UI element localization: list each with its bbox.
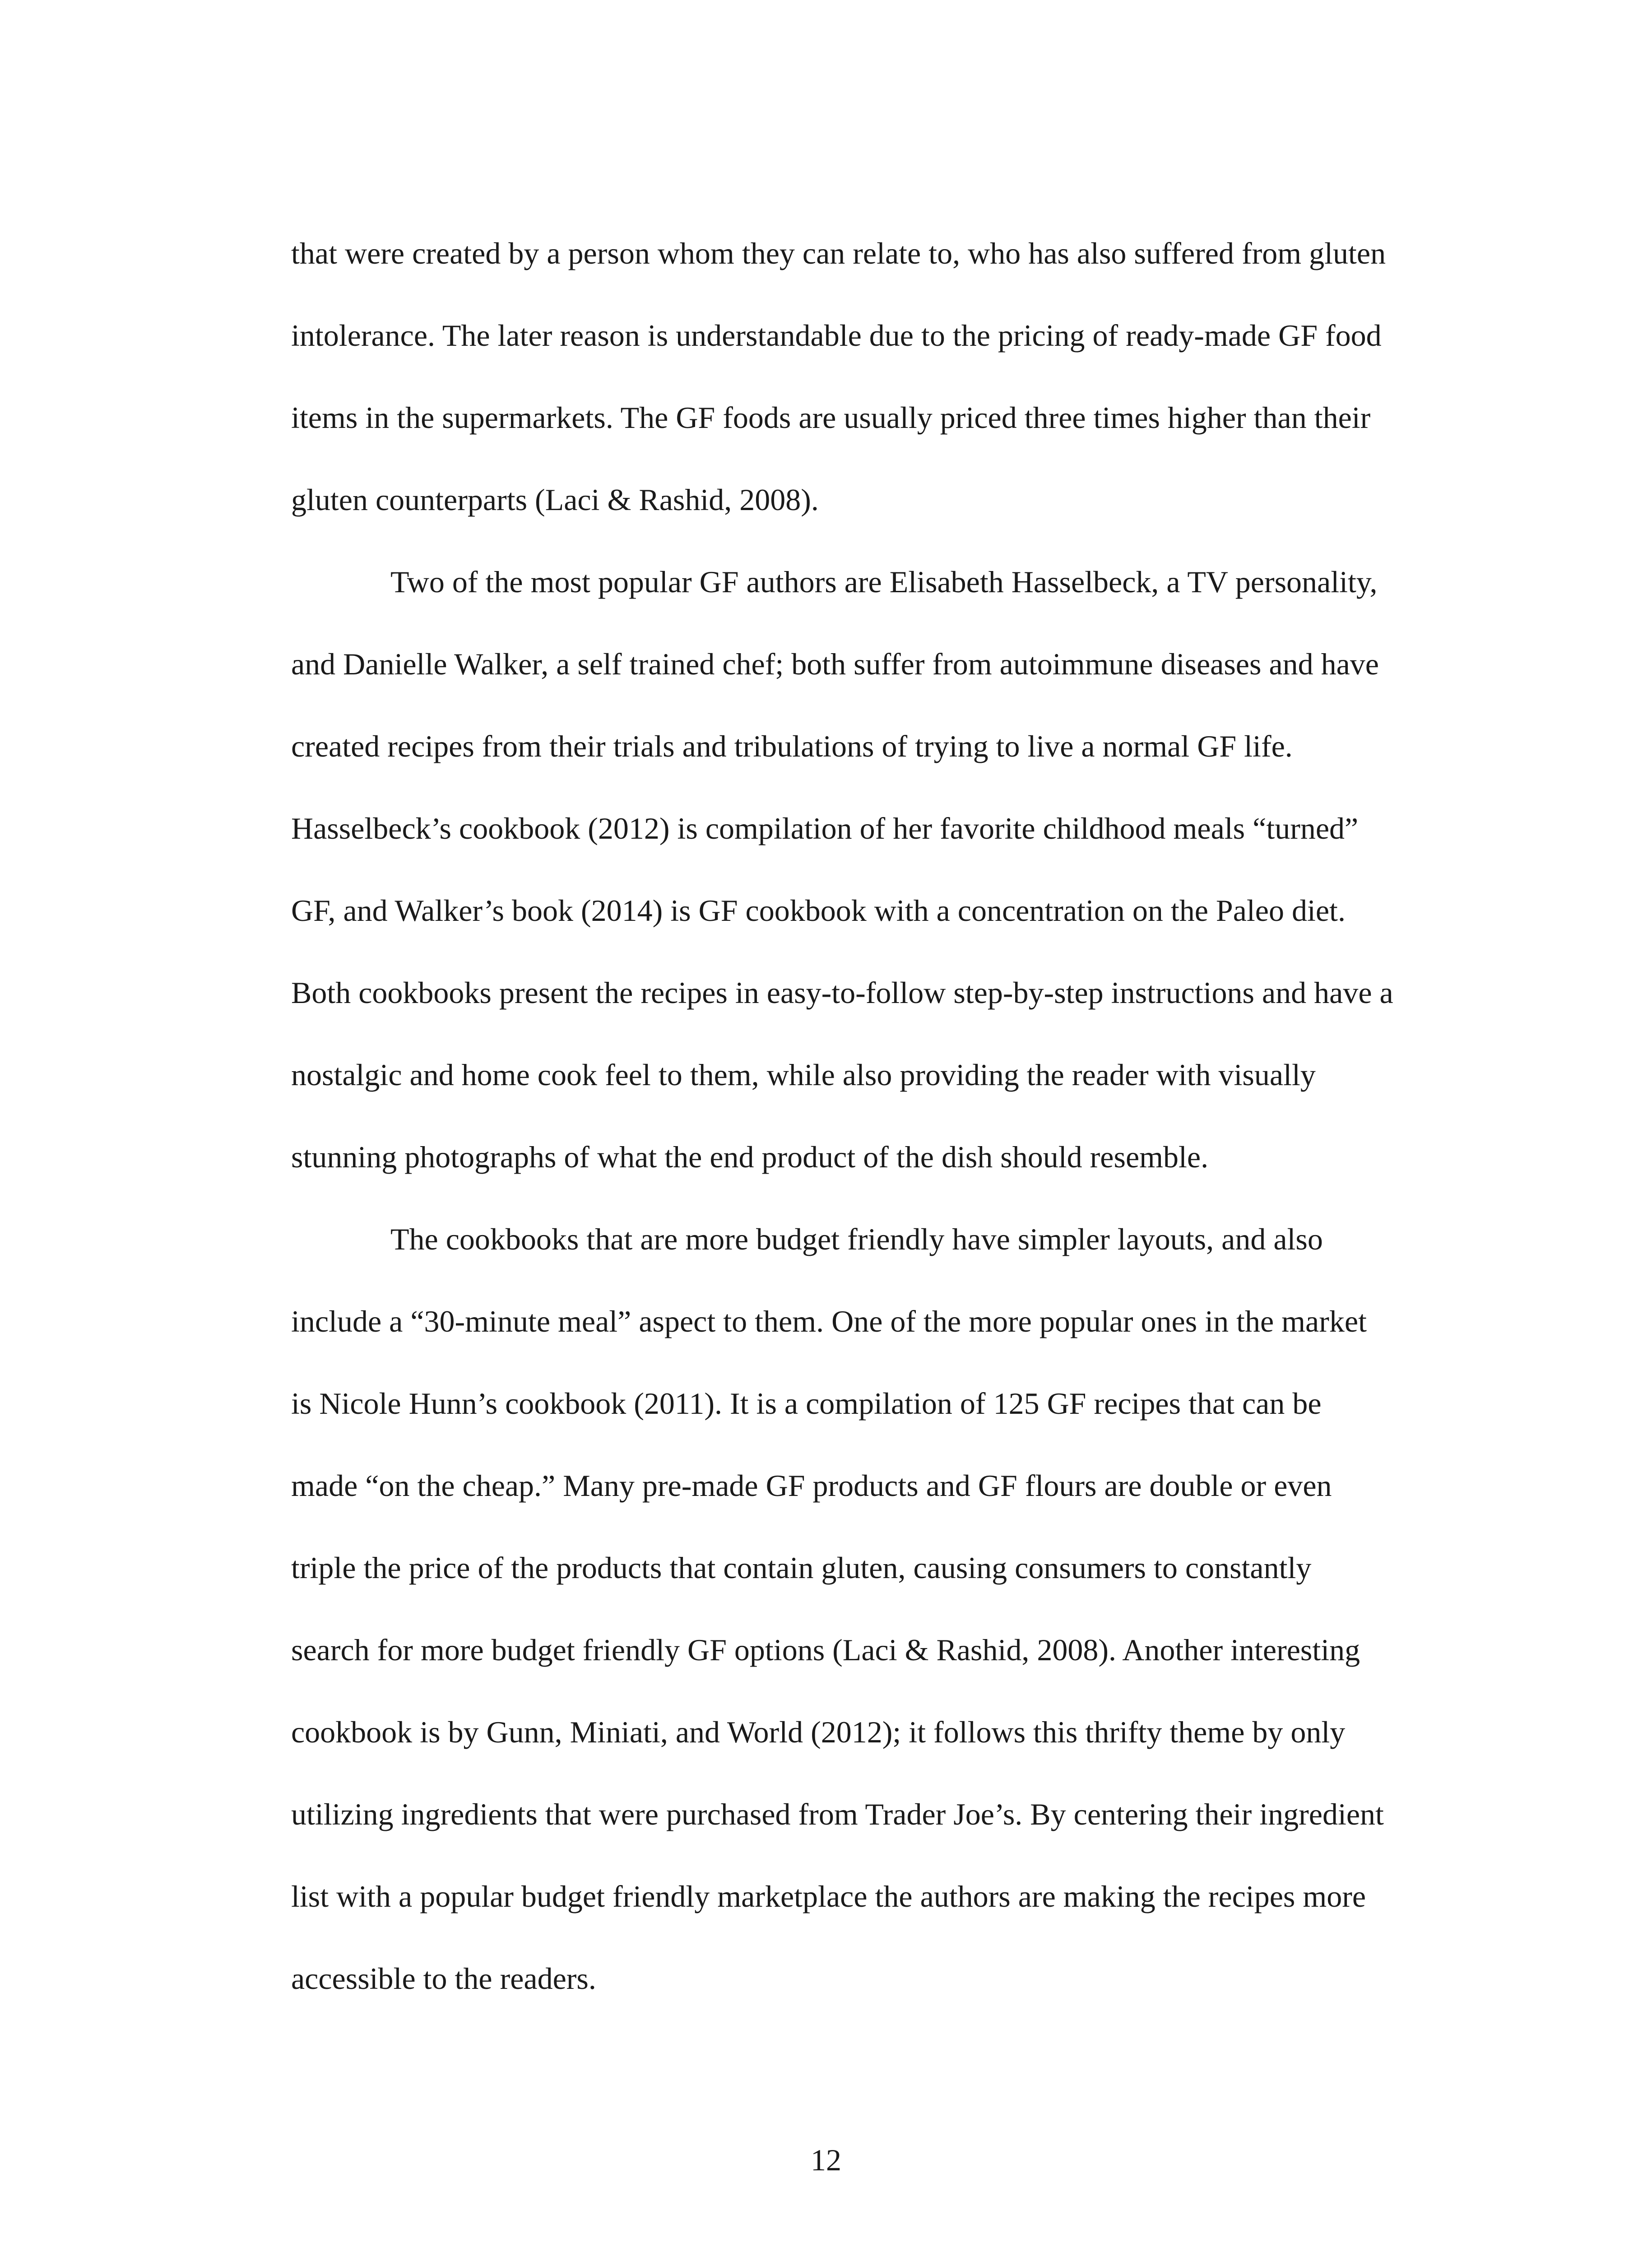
text-line: Both cookbooks present the recipes in easy-to-follow step-by-step instructions and have a [291,975,1393,1010]
text-line: intolerance. The later reason is understandable due to the pricing of ready-made GF food [291,318,1382,353]
text-line: nostalgic and home cook feel to them, while also providing the reader with visually [291,1058,1316,1092]
text-line: triple the price of the products that contain gluten, causing consumers to constantly [291,1551,1312,1585]
text-line: GF, and Walker’s book (2014) is GF cookbook with a concentration on the Paleo diet. [291,893,1346,928]
text-line: is Nicole Hunn’s cookbook (2011). It is a compilation of 125 GF recipes that can be [291,1386,1322,1421]
paragraph-2 [291,541,1474,1198]
text-line: that were created by a person whom they can relate to, who has also suffered from gluten [291,236,1386,270]
text-line: Hasselbeck’s cookbook (2012) is compilation of her favorite childhood meals “turned” [291,811,1359,845]
text-line: created recipes from their trials and tribulations of trying to live a normal GF life. [291,729,1293,763]
text-line: and Danielle Walker, a self trained chef; both suffer from autoimmune diseases and have [291,647,1379,681]
text-line: search for more budget friendly GF options (Laci & Rashid, 2008). Another interesting [291,1633,1360,1667]
text-line: include a “30-minute meal” aspect to them. One of the more popular ones in the market [291,1304,1367,1338]
body-text [291,212,1474,2020]
text-line: made “on the cheap.” Many pre-made GF products and GF flours are double or even [291,1468,1332,1503]
text-line: The cookbooks that are more budget friendly have simpler layouts, and also [390,1222,1323,1256]
text-line: Two of the most popular GF authors are Elisabeth Hasselbeck, a TV personality, [390,565,1378,599]
paragraph-3 [291,1198,1474,2020]
text-line: stunning photographs of what the end product of the dish should resemble. [291,1140,1209,1174]
text-line: gluten counterparts (Laci & Rashid, 2008). [291,483,819,517]
text-line: utilizing ingredients that were purchased from Trader Joe’s. By centering their ingredient [291,1797,1384,1831]
text-line: cookbook is by Gunn, Miniati, and World (2012); it follows this thrifty theme by only [291,1715,1346,1749]
text-line: accessible to the readers. [291,1961,596,1996]
page-number: 12 [811,2143,841,2177]
text-line: items in the supermarkets. The GF foods are usually priced three times higher than their [291,400,1371,435]
paragraph-1 [291,212,1474,541]
text-line: list with a popular budget friendly marketplace the authors are making the recipes more [291,1879,1366,1913]
